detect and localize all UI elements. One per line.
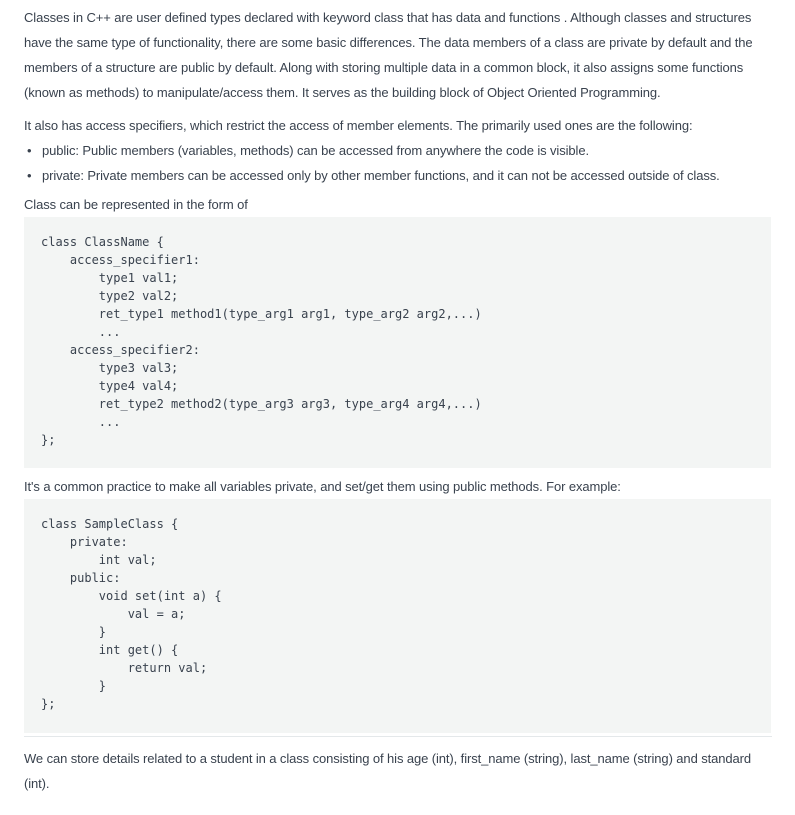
bullet-icon: • (27, 143, 32, 158)
list-item (24, 138, 772, 163)
student-paragraph: We can store details related to a student in a class consisting of his age (int), first_name (string), last_name (string) and standard (int). (24, 751, 751, 791)
class-template-code-block: class ClassName { access_specifier1: type1 val1; type2 val2; ret_type1 method1(type_arg1 arg1, type_arg2 arg2,...) ... access_specifier2: type3 val3; type4 val4; ret_type2 method2(type_arg3 arg3, type_arg4 arg4,...) ... }; (24, 217, 771, 468)
class-form-paragraph: Class can be represented in the form of (24, 197, 248, 212)
divider (24, 736, 772, 737)
common-practice-paragraph: It's a common practice to make all variables private, and set/get them using public methods. For example: (24, 479, 621, 494)
list-item-text: public: Public members (variables, methods) can be accessed from anywhere the code is visible. (42, 143, 589, 158)
access-specifier-list (24, 138, 772, 188)
list-item (24, 163, 772, 188)
problem-statement (24, 0, 772, 796)
access-specifiers-paragraph: It also has access specifiers, which restrict the access of member elements. The primarily used ones are the following: (24, 118, 693, 133)
sample-class-code-block: class SampleClass { private: int val; public: void set(int a) { val = a; } int get() { return val; } }; (24, 499, 771, 733)
list-item-text: private: Private members can be accessed only by other member functions, and it can not be accessed outside of class. (42, 168, 720, 183)
intro-paragraph: Classes in C++ are user defined types declared with keyword class that has data and functions . Although classes and structures have the same type of functionality, there are some basic differences. The data members of a class are private by default and the members of a structure are public by default. Along with storing multiple data in a common block, it also assigns some functions (known as methods) to manipulate/access them. It serves as the building block of Object Oriented Programming. (24, 10, 753, 100)
bullet-icon: • (27, 168, 32, 183)
